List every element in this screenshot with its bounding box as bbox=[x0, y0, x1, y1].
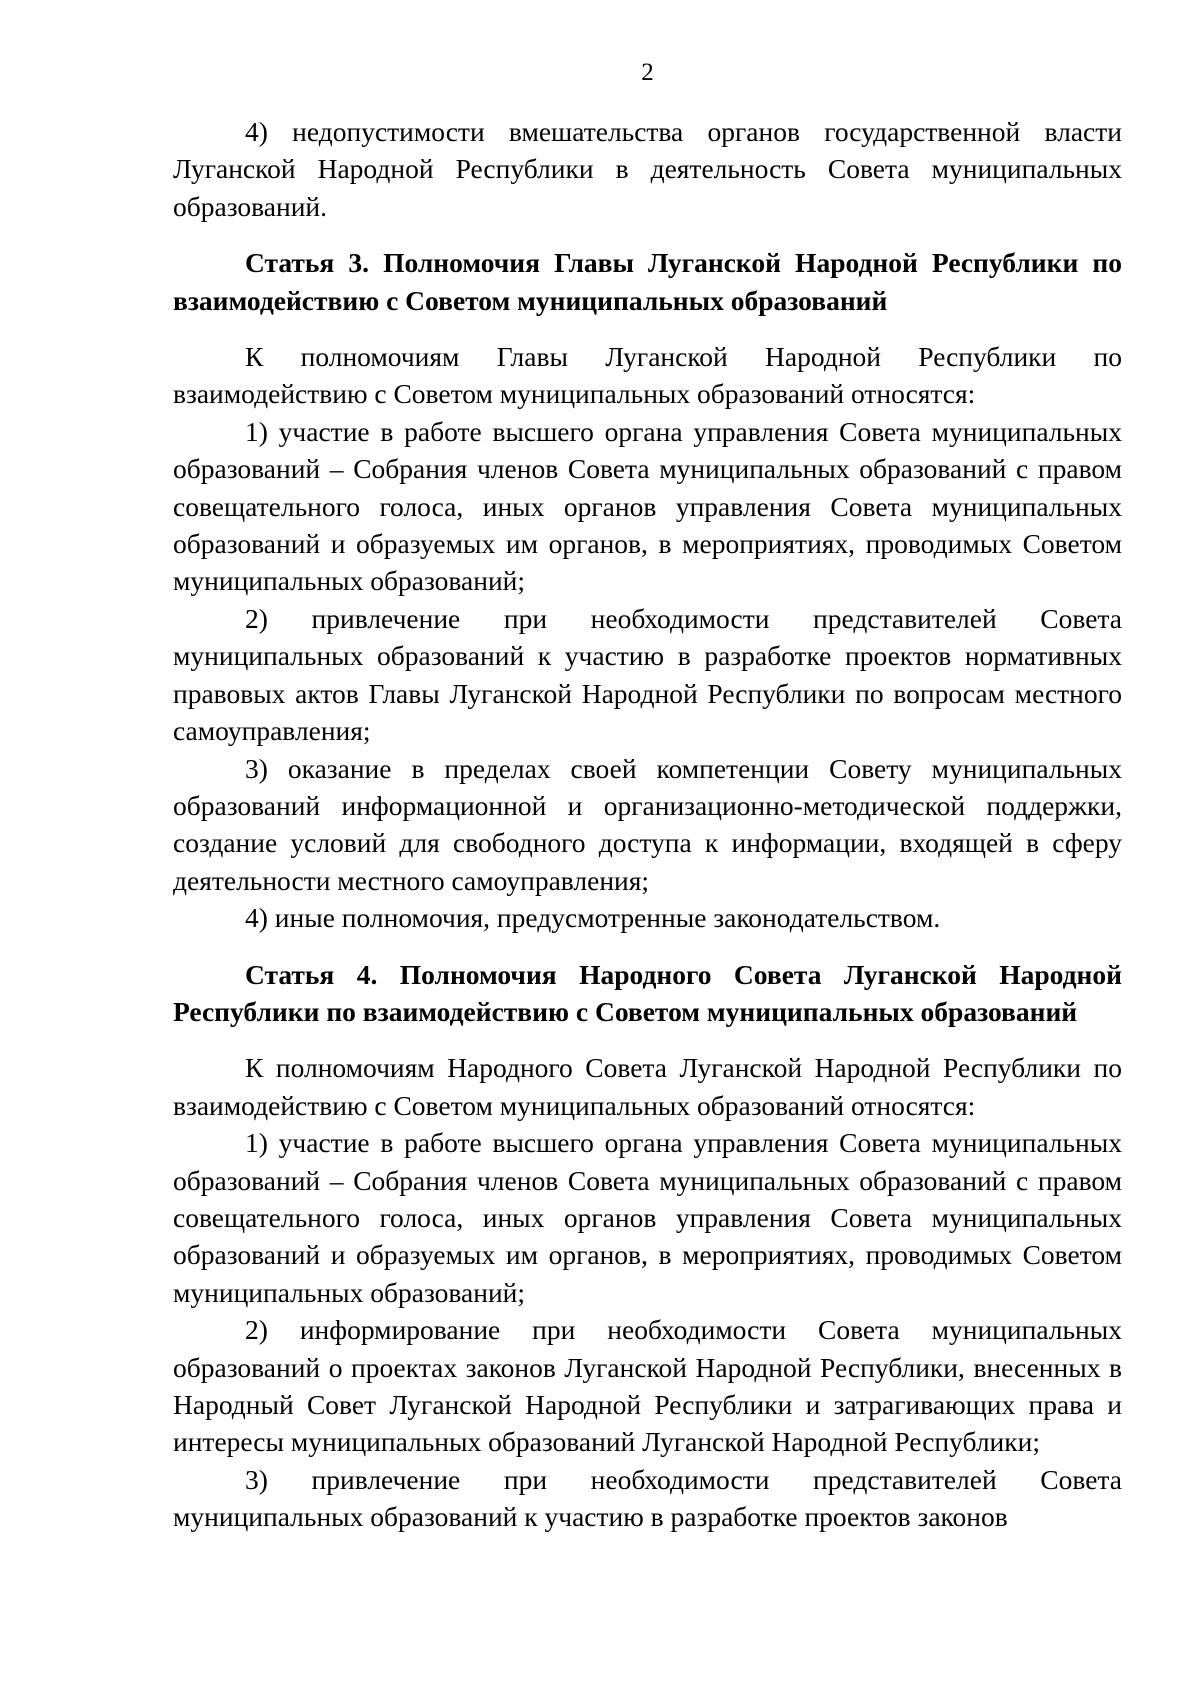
article-4-item-2: 2) информирование при необходимости Совета муниципальных образований о проектах законов Луганской Народной Республики, внесенных в Народный Совет Луганской Народной Республики и затрагивающих права и интересы муниципальных образований Луганской Народной Республики; bbox=[173, 1314, 1122, 1458]
article-3-item-4: 4) иные полномочия, предусмотренные законодательством. bbox=[245, 902, 941, 934]
article-3-item-2: 2) привлечение при необходимости представителей Совета муниципальных образований к участию в разработке проектов нормативных правовых актов Главы Луганской Народной Республики по вопросам местного самоуправления; bbox=[173, 602, 1122, 747]
article-4-intro: К полномочиям Народного Совета Луганской Народной Республики по взаимодействию с Советом муниципальных образований относятся: bbox=[173, 1052, 1122, 1121]
paragraph-article2-item4: 4) недопустимости вмешательства органов государственной власти Луганской Народной Республики в деятельность Совета муниципальных образований. bbox=[173, 116, 1122, 222]
article-3-intro: К полномочиям Главы Луганской Народной Республики по взаимодействию с Советом муниципальных образований относятся: bbox=[173, 341, 1122, 410]
article-3-item-1: 1) участие в работе высшего органа управления Совета муниципальных образований – Собрания членов Совета муниципальных образований с правом совещательного голоса, иных органов управления Совета муниципальных образований и образуемых им органов, в мероприятиях, проводимых Советом муниципальных образований; bbox=[173, 415, 1122, 597]
article-3-item-3: 3) оказание в пределах своей компетенции Совету муниципальных образований информационной и организационно-методической поддержки, создание условий для свободного доступа к информации, входящей в сферу деятельности местного самоуправления; bbox=[173, 752, 1122, 896]
article-4-item-1: 1) участие в работе высшего органа управления Совета муниципальных образований – Собрания членов Совета муниципальных образований с правом совещательного голоса, иных органов управления Совета муниципальных образований и образуемых им органов, в мероприятиях, проводимых Советом муниципальных образований; bbox=[173, 1127, 1122, 1308]
page-number: 2 bbox=[641, 59, 654, 86]
article-3-heading: Статья 3. Полномочия Главы Луганской Народной Республики по взаимодействию с Советом муниципальных образований bbox=[173, 247, 1122, 316]
article-4-heading: Статья 4. Полномочия Народного Совета Луганской Народной Республики по взаимодействию с Советом муниципальных образований bbox=[173, 958, 1122, 1027]
document-body bbox=[173, 113, 1122, 1536]
article-4-item-3: 3) привлечение при необходимости представителей Совета муниципальных образований к участию в разработке проектов законов bbox=[173, 1463, 1122, 1533]
